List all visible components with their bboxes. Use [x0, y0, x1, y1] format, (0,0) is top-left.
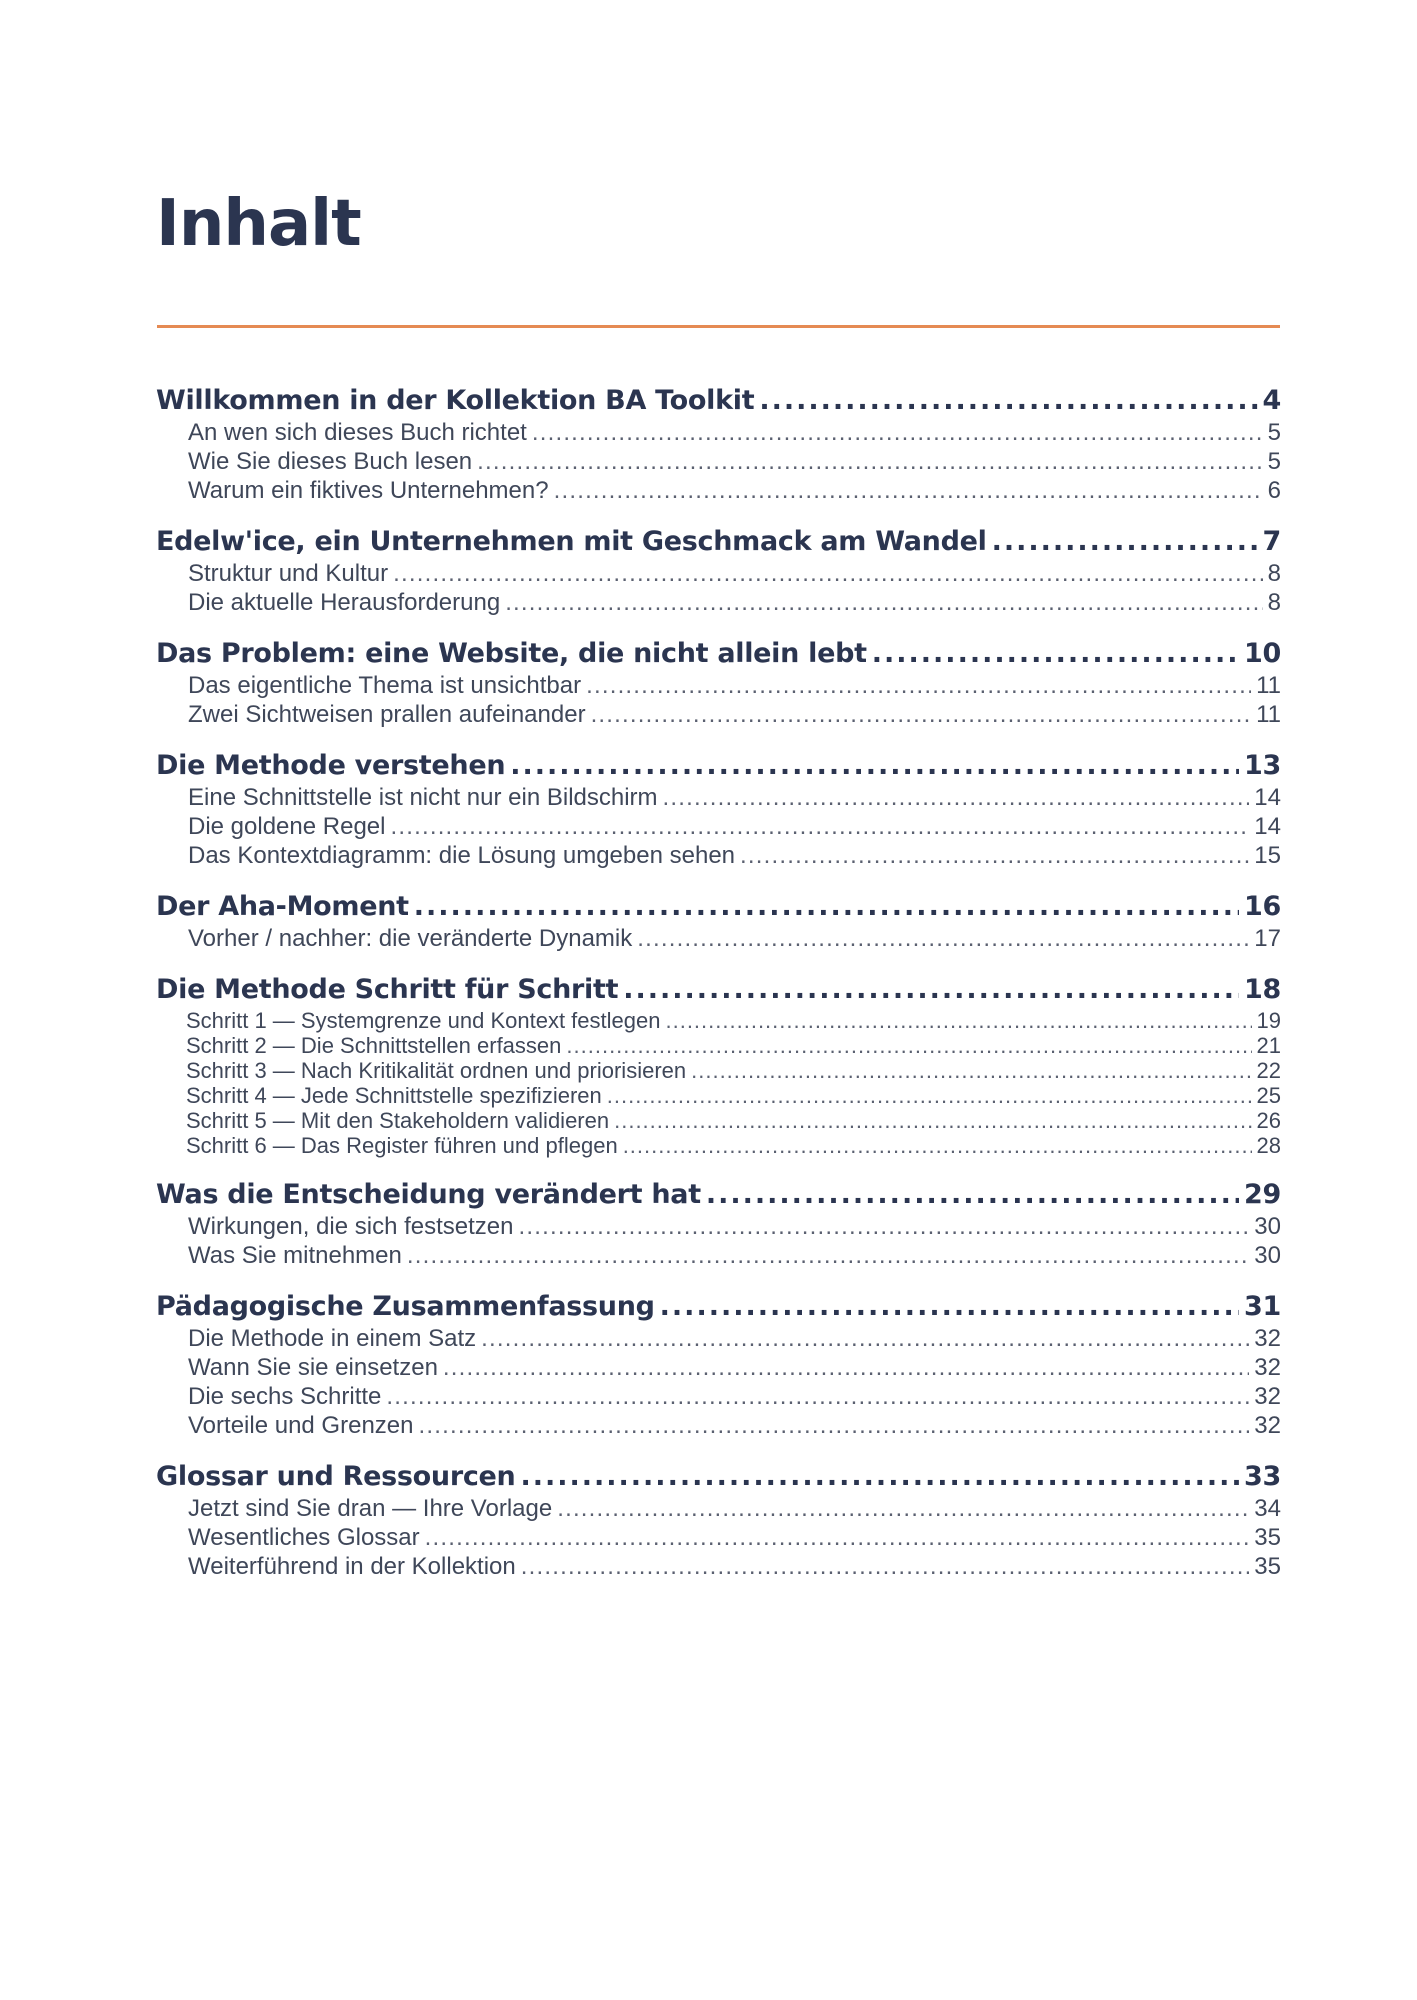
- toc-dot-leader: [759, 383, 1257, 418]
- toc-entry[interactable]: [156, 1353, 1281, 1382]
- toc-chapter-heading[interactable]: [156, 1177, 1281, 1212]
- toc-dot-leader: [665, 1008, 1251, 1033]
- toc-chapter-title: Edelw'ice, ein Unternehmen mit Geschmack am Wandel: [156, 526, 987, 557]
- toc-dot-leader: [614, 1108, 1251, 1133]
- toc-entry-title: Schritt 5 — Mit den Stakeholdern validieren: [186, 1108, 610, 1133]
- toc-chapter-title: Die Methode Schritt für Schritt: [156, 974, 619, 1005]
- toc-dot-leader: [660, 1289, 1239, 1324]
- toc-dot-leader: [390, 812, 1249, 841]
- table-of-contents: [156, 383, 1281, 1600]
- toc-dot-leader: [557, 1494, 1249, 1523]
- toc-entry-title: Schritt 6 — Das Register führen und pflegen: [186, 1133, 618, 1158]
- toc-dot-leader: [519, 1212, 1250, 1241]
- toc-entry[interactable]: [156, 1241, 1281, 1270]
- toc-dot-leader: [872, 636, 1239, 671]
- toc-page-number: 30: [1254, 1213, 1281, 1240]
- toc-page-number: 7: [1262, 526, 1281, 557]
- toc-entry[interactable]: [156, 841, 1281, 870]
- toc-chapter: [156, 972, 1281, 1158]
- toc-entry[interactable]: [156, 1008, 1281, 1033]
- toc-entry-title: Warum ein fiktives Unternehmen?: [188, 477, 549, 504]
- toc-page-number: 4: [1262, 385, 1281, 416]
- toc-dot-leader: [566, 1033, 1251, 1058]
- toc-page-number: 28: [1256, 1133, 1281, 1158]
- toc-entry[interactable]: [156, 418, 1281, 447]
- toc-entry-title: Wann Sie sie einsetzen: [188, 1354, 438, 1381]
- toc-chapter-title: Was die Entscheidung verändert hat: [156, 1179, 701, 1210]
- toc-dot-leader: [425, 1523, 1250, 1552]
- toc-chapter-heading[interactable]: [156, 972, 1281, 1007]
- toc-entry[interactable]: [156, 1382, 1281, 1411]
- toc-chapter-title: Die Methode verstehen: [156, 750, 506, 781]
- toc-dot-leader: [992, 524, 1258, 559]
- toc-chapter: [156, 1289, 1281, 1440]
- toc-page-number: 26: [1256, 1108, 1281, 1133]
- toc-dot-leader: [623, 972, 1239, 1007]
- toc-entry-title: Schritt 4 — Jede Schnittstelle spezifizieren: [186, 1083, 602, 1108]
- toc-entry-title: An wen sich dieses Buch richtet: [188, 419, 527, 446]
- page-title: Inhalt: [156, 187, 361, 261]
- toc-chapter-heading[interactable]: [156, 383, 1281, 418]
- toc-dot-leader: [591, 700, 1252, 729]
- toc-entry[interactable]: [156, 1552, 1281, 1581]
- toc-page-number: 33: [1244, 1461, 1281, 1492]
- toc-chapter-heading[interactable]: [156, 636, 1281, 671]
- toc-page-number: 32: [1254, 1354, 1281, 1381]
- toc-page-number: 31: [1244, 1291, 1281, 1322]
- toc-dot-leader: [554, 476, 1263, 505]
- toc-entry-title: Schritt 1 — Systemgrenze und Kontext festlegen: [186, 1008, 661, 1033]
- toc-entry[interactable]: [156, 588, 1281, 617]
- toc-page-number: 11: [1256, 672, 1281, 699]
- toc-entry-title: Die aktuelle Herausforderung: [188, 589, 501, 616]
- toc-entry[interactable]: [156, 783, 1281, 812]
- toc-page-number: 8: [1267, 589, 1281, 616]
- toc-entry[interactable]: [156, 559, 1281, 588]
- toc-page-number: 10: [1244, 638, 1281, 669]
- toc-page-number: 6: [1267, 477, 1281, 504]
- toc-entry-title: Die goldene Regel: [188, 813, 386, 840]
- toc-entry[interactable]: [156, 447, 1281, 476]
- toc-chapter-title: Das Problem: eine Website, die nicht allein lebt: [156, 638, 867, 669]
- toc-entry-title: Das Kontextdiagramm: die Lösung umgeben sehen: [188, 842, 736, 869]
- toc-page-number: 35: [1254, 1524, 1281, 1551]
- toc-chapter: [156, 748, 1281, 870]
- toc-entry-title: Schritt 3 — Nach Kritikalität ordnen und priorisieren: [186, 1058, 687, 1083]
- toc-chapter-heading[interactable]: [156, 748, 1281, 783]
- toc-entry-title: Vorher / nachher: die veränderte Dynamik: [188, 925, 633, 952]
- toc-entry-title: Die sechs Schritte: [188, 1383, 382, 1410]
- toc-dot-leader: [393, 559, 1263, 588]
- toc-dot-leader: [691, 1058, 1251, 1083]
- toc-dot-leader: [481, 1324, 1249, 1353]
- toc-dot-leader: [521, 1552, 1250, 1581]
- toc-entry-title: Wesentliches Glossar: [188, 1524, 420, 1551]
- toc-chapter-heading[interactable]: [156, 524, 1281, 559]
- toc-entry[interactable]: [156, 1058, 1281, 1083]
- toc-entry[interactable]: [156, 1212, 1281, 1241]
- toc-page-number: 15: [1254, 842, 1281, 869]
- toc-chapter-title: Der Aha-Moment: [156, 891, 409, 922]
- toc-page-number: 5: [1267, 419, 1281, 446]
- toc-chapter-title: Pädagogische Zusammenfassung: [156, 1291, 655, 1322]
- toc-page-number: 16: [1244, 891, 1281, 922]
- toc-chapter: [156, 1459, 1281, 1581]
- toc-dot-leader: [477, 447, 1262, 476]
- toc-chapter: [156, 383, 1281, 505]
- toc-page-number: 25: [1256, 1083, 1281, 1108]
- toc-entry-title: Zwei Sichtweisen prallen aufeinander: [188, 701, 586, 728]
- toc-page-number: 34: [1254, 1495, 1281, 1522]
- toc-page-number: 32: [1254, 1383, 1281, 1410]
- toc-dot-leader: [418, 1411, 1249, 1440]
- toc-page-number: 18: [1244, 974, 1281, 1005]
- toc-page-number: 21: [1256, 1033, 1281, 1058]
- toc-chapter: [156, 889, 1281, 953]
- toc-page-number: 8: [1267, 560, 1281, 587]
- toc-dot-leader: [740, 841, 1249, 870]
- toc-entry-title: Wie Sie dieses Buch lesen: [188, 448, 473, 475]
- toc-page-number: 22: [1256, 1058, 1281, 1083]
- toc-page-number: 29: [1244, 1179, 1281, 1210]
- toc-dot-leader: [386, 1382, 1249, 1411]
- toc-entry-title: Jetzt sind Sie dran — Ihre Vorlage: [188, 1495, 553, 1522]
- toc-entry[interactable]: [156, 671, 1281, 700]
- toc-chapter-heading[interactable]: [156, 1289, 1281, 1324]
- toc-page-number: 5: [1267, 448, 1281, 475]
- toc-dot-leader: [505, 588, 1262, 617]
- toc-entry[interactable]: [156, 1083, 1281, 1108]
- title-divider: [157, 325, 1280, 328]
- toc-page-number: 17: [1254, 925, 1281, 952]
- toc-entry[interactable]: [156, 1324, 1281, 1353]
- toc-dot-leader: [586, 671, 1251, 700]
- toc-page-number: 14: [1254, 784, 1281, 811]
- toc-dot-leader: [520, 1459, 1239, 1494]
- toc-dot-leader: [443, 1353, 1249, 1382]
- toc-page-number: 14: [1254, 813, 1281, 840]
- toc-dot-leader: [623, 1133, 1252, 1158]
- toc-chapter: [156, 636, 1281, 729]
- toc-page-number: 32: [1254, 1412, 1281, 1439]
- toc-chapter: [156, 1177, 1281, 1270]
- toc-chapter-title: Glossar und Ressourcen: [156, 1461, 516, 1492]
- toc-page-number: 19: [1256, 1008, 1281, 1033]
- toc-entry-title: Eine Schnittstelle ist nicht nur ein Bildschirm: [188, 784, 658, 811]
- toc-page-number: 32: [1254, 1325, 1281, 1352]
- toc-dot-leader: [637, 924, 1249, 953]
- toc-chapter-heading[interactable]: [156, 889, 1281, 924]
- toc-entry[interactable]: [156, 476, 1281, 505]
- toc-entry-title: Schritt 2 — Die Schnittstellen erfassen: [186, 1033, 562, 1058]
- toc-dot-leader: [407, 1241, 1249, 1270]
- toc-dot-leader: [532, 418, 1263, 447]
- toc-entry-title: Weiterführend in der Kollektion: [188, 1553, 516, 1580]
- toc-dot-leader: [510, 748, 1239, 783]
- toc-entry[interactable]: [156, 1494, 1281, 1523]
- toc-entry-title: Was Sie mitnehmen: [188, 1242, 402, 1269]
- toc-entry[interactable]: [156, 1033, 1281, 1058]
- toc-entry[interactable]: [156, 812, 1281, 841]
- toc-entry[interactable]: [156, 1108, 1281, 1133]
- toc-page-number: 35: [1254, 1553, 1281, 1580]
- toc-entry-title: Das eigentliche Thema ist unsichtbar: [188, 672, 582, 699]
- toc-entry[interactable]: [156, 1523, 1281, 1552]
- toc-page-number: 30: [1254, 1242, 1281, 1269]
- toc-chapter-heading[interactable]: [156, 1459, 1281, 1494]
- toc-entry-title: Struktur und Kultur: [188, 560, 389, 587]
- toc-dot-leader: [414, 889, 1239, 924]
- toc-entry[interactable]: [156, 1411, 1281, 1440]
- toc-entry-title: Vorteile und Grenzen: [188, 1412, 414, 1439]
- toc-chapter: [156, 524, 1281, 617]
- toc-chapter-title: Willkommen in der Kollektion BA Toolkit: [156, 385, 755, 416]
- toc-entry[interactable]: [156, 700, 1281, 729]
- toc-entry-title: Wirkungen, die sich festsetzen: [188, 1213, 514, 1240]
- toc-dot-leader: [663, 783, 1250, 812]
- toc-entry[interactable]: [156, 924, 1281, 953]
- toc-entry-title: Die Methode in einem Satz: [188, 1325, 477, 1352]
- toc-page-number: 13: [1244, 750, 1281, 781]
- toc-dot-leader: [607, 1083, 1252, 1108]
- toc-dot-leader: [706, 1177, 1239, 1212]
- toc-entry[interactable]: [156, 1133, 1281, 1158]
- toc-page-number: 11: [1256, 701, 1281, 728]
